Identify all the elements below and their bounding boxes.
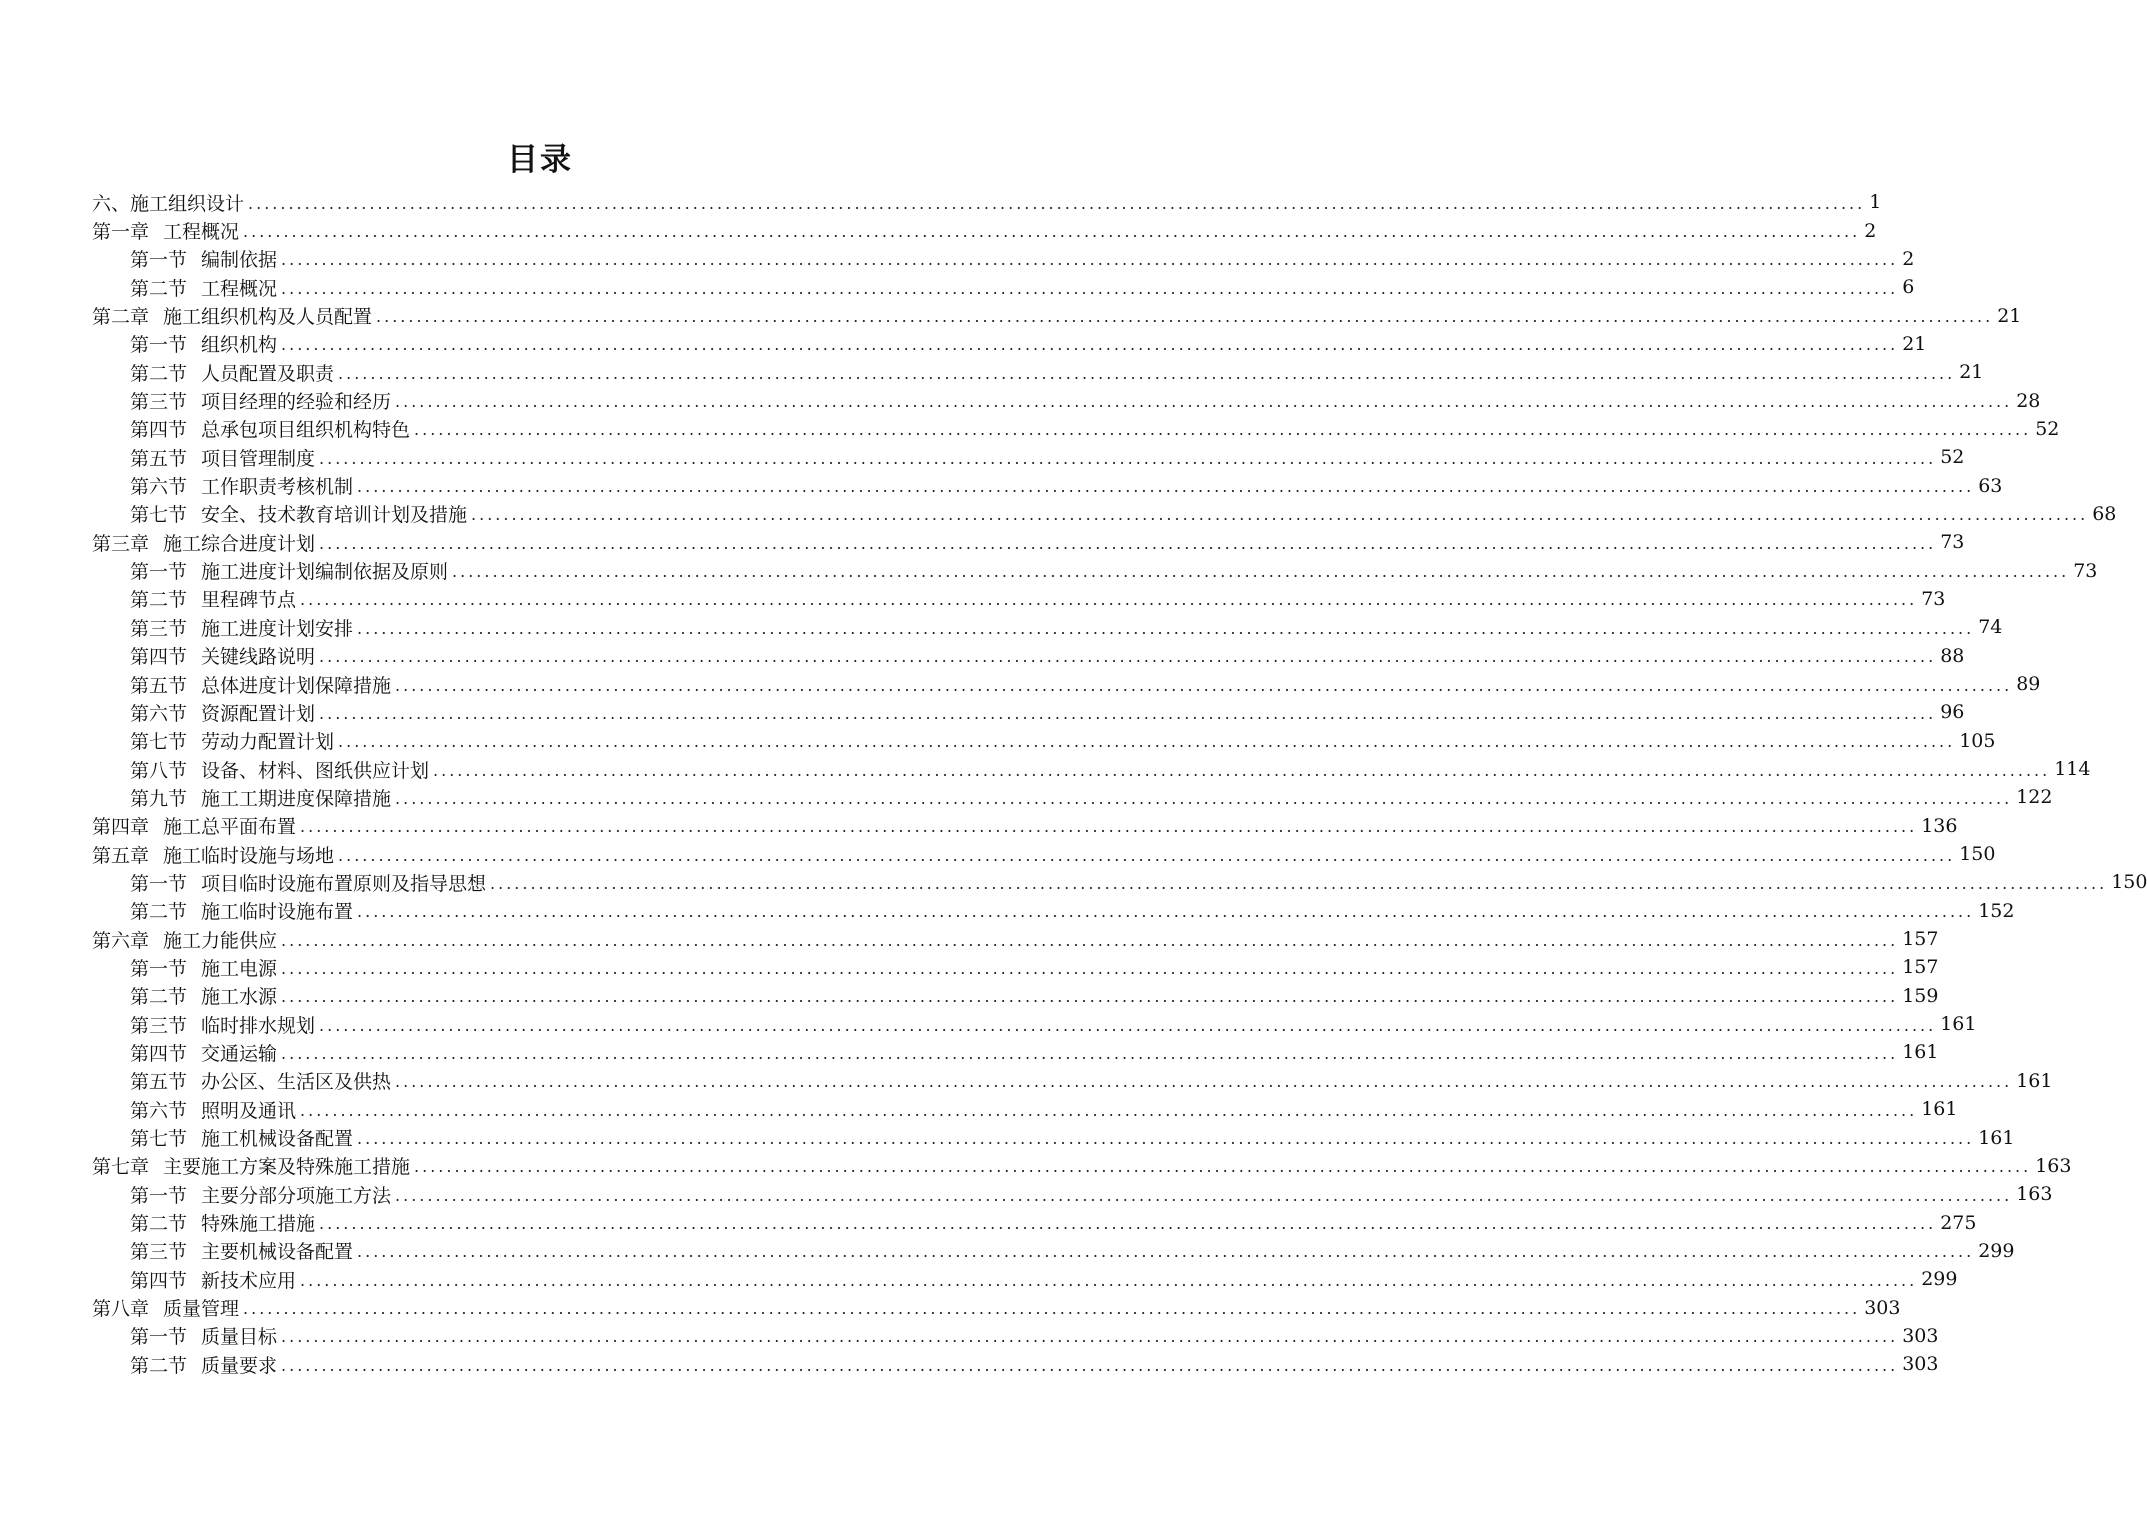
toc-page-number: 68 (2092, 502, 2117, 525)
toc-entry-label (130, 756, 429, 783)
toc-entry-number: 第六节 (130, 702, 188, 725)
toc-entry-label (130, 1067, 391, 1094)
toc-entry-text: 主要分部分项施工方法 (201, 1184, 392, 1207)
toc-page-number: 161 (1940, 1013, 1977, 1036)
toc-entry-label (130, 387, 391, 414)
toc-entry-text: 施工组织设计 (130, 192, 245, 215)
toc-page-number: 6 (1902, 276, 1915, 299)
toc-entry-label (130, 1096, 296, 1123)
toc-page-number: 157 (1902, 928, 1939, 951)
toc-entry-label (92, 812, 296, 839)
toc-dot-leader: ........................................................................................................................................................................................................ (357, 618, 1975, 638)
toc-entry-text: 工程概况 (163, 221, 240, 244)
toc-page-number: 73 (2073, 559, 2098, 582)
toc-page-number: 52 (1940, 446, 1965, 469)
toc-entry-text: 施工电源 (201, 957, 278, 980)
toc-entry-label (130, 330, 277, 357)
toc-entry-label (92, 1294, 239, 1321)
toc-entry-label (130, 784, 391, 811)
toc-dot-leader: ........................................................................................................................................................................................................ (300, 1270, 1918, 1290)
toc-entry-section[interactable] (92, 273, 1915, 301)
toc-entry-section[interactable] (92, 1095, 1958, 1123)
toc-entry-section[interactable] (92, 471, 2003, 499)
toc-entry-chapter[interactable] (92, 1152, 2072, 1180)
toc-page-number: 28 (2016, 389, 2041, 412)
toc-dot-leader: ........................................................................................................................................................................................................ (395, 1185, 2013, 1205)
toc-entry-text: 主要机械设备配置 (201, 1241, 354, 1264)
toc-dot-leader: ........................................................................................................................................................................................................ (357, 1129, 1975, 1149)
toc-entry-text: 施工工期进度保障措施 (201, 787, 392, 810)
toc-entry-number: 第二节 (130, 362, 188, 385)
toc-dot-leader: ........................................................................................................................................................................................................ (281, 1355, 1899, 1375)
toc-page-number: 88 (1940, 644, 1965, 667)
toc-dot-leader: ........................................................................................................................................................................................................ (300, 1100, 1918, 1120)
toc-entry-label (92, 217, 239, 244)
toc-entry-label (130, 274, 277, 301)
toc-dot-leader: ........................................................................................................................................................................................................ (319, 1214, 1937, 1234)
toc-entry-section[interactable] (92, 585, 1946, 613)
toc-entry-section[interactable] (92, 642, 1965, 670)
toc-entry-label (92, 926, 277, 953)
toc-entry-number: 第二节 (130, 589, 188, 612)
toc-entry-number: 第七节 (130, 1128, 188, 1151)
toc-page-number: 159 (1902, 984, 1939, 1007)
toc-entry-label (130, 671, 391, 698)
toc-dot-leader: ........................................................................................................................................................................................................ (281, 1327, 1899, 1347)
toc-entry-section[interactable] (92, 783, 2053, 811)
toc-entry-number: 第四节 (130, 1042, 188, 1065)
toc-entry-label (130, 614, 353, 641)
toc-dot-leader: ........................................................................................................................................................................................................ (248, 193, 1866, 213)
toc-page-number: 96 (1940, 701, 1965, 724)
toc-entry-text: 总承包项目组织机构特色 (201, 419, 411, 442)
toc-entry-label (92, 302, 372, 329)
toc-dot-leader: ........................................................................................................................................................................................................ (490, 873, 2108, 893)
toc-page-number: 163 (2035, 1154, 2072, 1177)
toc-entry-section[interactable] (92, 698, 1965, 726)
toc-entry-number: 第一节 (130, 957, 188, 980)
toc-entry-text: 关键线路说明 (201, 646, 316, 669)
toc-page-number: 73 (1940, 531, 1965, 554)
toc-entry-text: 施工机械设备配置 (201, 1128, 354, 1151)
toc-entry-number: 第七章 (92, 1156, 150, 1179)
toc-page-number: 161 (1921, 1098, 1958, 1121)
toc-entry-label (130, 1209, 315, 1236)
toc-dot-leader: ........................................................................................................................................................................................................ (357, 902, 1975, 922)
toc-entry-text: 设备、材料、图纸供应计划 (201, 759, 430, 782)
toc-entry-label (130, 557, 448, 584)
toc-entry-label (130, 500, 467, 527)
toc-page-number: 21 (1959, 361, 1984, 384)
toc-entry-label (130, 727, 334, 754)
toc-dot-leader: ........................................................................................................................................................................................................ (281, 278, 1899, 298)
toc-entry-label (130, 1266, 296, 1293)
toc-dot-leader: ........................................................................................................................................................................................................ (281, 987, 1899, 1007)
toc-entry-text: 办公区、生活区及供热 (201, 1071, 392, 1094)
toc-entry-chapter[interactable] (92, 528, 1965, 556)
toc-dot-leader: ........................................................................................................................................................................................................ (395, 1072, 2013, 1092)
toc-page-number: 74 (1978, 616, 2003, 639)
toc-entry-text: 质量目标 (201, 1326, 278, 1349)
toc-page-number: 105 (1959, 729, 1996, 752)
toc-dot-leader: ........................................................................................................................................................................................................ (395, 392, 2013, 412)
toc-dot-leader: ........................................................................................................................................................................................................ (376, 307, 1994, 327)
toc-entry-label (130, 1124, 353, 1151)
toc-entry-label (130, 1237, 353, 1264)
toc-dot-leader: ........................................................................................................................................................................................................ (281, 335, 1899, 355)
toc-entry-number: 第四节 (130, 646, 188, 669)
toc-entry-section[interactable] (92, 1180, 2053, 1208)
toc-entry-text: 里程碑节点 (201, 589, 297, 612)
toc-entry-section[interactable] (92, 1038, 1939, 1066)
toc-entry-text: 工程概况 (201, 277, 278, 300)
toc-page-number: 150 (1959, 843, 1996, 866)
toc-entry-number: 第二节 (130, 901, 188, 924)
toc-dot-leader: ........................................................................................................................................................................................................ (357, 1242, 1975, 1262)
toc-entry-number: 第四章 (92, 816, 150, 839)
toc-entry-text: 项目管理制度 (201, 447, 316, 470)
toc-entry-label (130, 1011, 315, 1038)
toc-entry-label (130, 897, 353, 924)
toc-page-number: 2 (1864, 219, 1877, 242)
toc-entry-number: 第四节 (130, 419, 188, 442)
toc-entry-section[interactable] (92, 727, 1996, 755)
toc-entry-chapter[interactable] (92, 188, 1882, 216)
toc-entry-section[interactable] (92, 386, 2041, 414)
toc-dot-leader: ........................................................................................................................................................................................................ (338, 845, 1956, 865)
toc-entry-text: 质量要求 (201, 1354, 278, 1377)
toc-entry-number: 第三节 (130, 391, 188, 414)
toc-page-number: 303 (1864, 1296, 1901, 1319)
toc-dot-leader: ........................................................................................................................................................................................................ (281, 1043, 1899, 1063)
toc-entry-number: 第三节 (130, 1014, 188, 1037)
toc-entry-label (130, 472, 353, 499)
toc-page-number: 21 (1997, 304, 2022, 327)
toc-dot-leader: ........................................................................................................................................................................................................ (395, 788, 2013, 808)
toc-entry-text: 施工力能供应 (163, 929, 278, 952)
toc-entry-number: 第一节 (130, 1184, 188, 1207)
toc-entry-number: 第七节 (130, 504, 188, 527)
toc-entry-label (92, 189, 244, 216)
toc-entry-number: 第六节 (130, 476, 188, 499)
toc-entry-section[interactable] (92, 1208, 1977, 1236)
toc-dot-leader: ........................................................................................................................................................................................................ (319, 533, 1937, 553)
toc-page-number: 63 (1978, 474, 2003, 497)
toc-entry-label (130, 1181, 391, 1208)
toc-page-number: 136 (1921, 814, 1958, 837)
toc-entry-chapter[interactable] (92, 301, 2022, 329)
toc-entry-text: 临时排水规划 (201, 1014, 316, 1037)
toc-entry-chapter[interactable] (92, 840, 1996, 868)
toc-entry-text: 人员配置及职责 (201, 362, 335, 385)
toc-entry-label (130, 869, 486, 896)
toc-entry-label (130, 642, 315, 669)
toc-entry-number: 第一节 (130, 1326, 188, 1349)
toc-entry-section[interactable] (92, 1322, 1939, 1350)
toc-entry-number: 第五章 (92, 844, 150, 867)
toc-entry-label (130, 1351, 277, 1378)
toc-entry-number: 第五节 (130, 1071, 188, 1094)
toc-page-number: 1 (1869, 191, 1882, 214)
toc-entry-text: 质量管理 (163, 1298, 240, 1321)
toc-entry-section[interactable] (92, 1123, 2015, 1151)
toc-dot-leader: ........................................................................................................................................................................................................ (300, 817, 1918, 837)
toc-entry-text: 施工临时设施布置 (201, 901, 354, 924)
toc-entry-number: 第八章 (92, 1298, 150, 1321)
toc-dot-leader: ........................................................................................................................................................................................................ (281, 958, 1899, 978)
toc-entry-text: 施工进度计划安排 (201, 617, 354, 640)
toc-entry-label (130, 585, 296, 612)
toc-entry-label (130, 1322, 277, 1349)
toc-entry-number: 第三章 (92, 532, 150, 555)
toc-page-number: 152 (1978, 899, 2015, 922)
toc-entry-number: 第一节 (130, 872, 188, 895)
toc-entry-text: 照明及通讯 (201, 1099, 297, 1122)
toc-page-number: 157 (1902, 956, 1939, 979)
toc-dot-leader: ........................................................................................................................................................................................................ (281, 930, 1899, 950)
toc-entry-number: 第五节 (130, 674, 188, 697)
toc-entry-section[interactable] (92, 953, 1939, 981)
toc-entry-number: 第五节 (130, 447, 188, 470)
toc-entry-text: 劳动力配置计划 (201, 731, 335, 754)
toc-entry-section[interactable] (92, 613, 2003, 641)
toc-page-number: 73 (1921, 587, 1946, 610)
toc-entry-number: 第九节 (130, 787, 188, 810)
toc-dot-leader: ........................................................................................................................................................................................................ (243, 1299, 1861, 1319)
toc-dot-leader: ........................................................................................................................................................................................................ (319, 448, 1937, 468)
toc-entry-section[interactable] (92, 1010, 1977, 1038)
toc-entry-section[interactable] (92, 868, 2147, 896)
toc-entry-number: 第二节 (130, 1354, 188, 1377)
toc-entry-number: 第一节 (130, 334, 188, 357)
toc-entry-text: 资源配置计划 (201, 702, 316, 725)
toc-entry-text: 项目临时设施布置原则及指导思想 (201, 872, 487, 895)
toc-entry-text: 施工进度计划编制依据及原则 (201, 561, 449, 584)
toc-entry-label (130, 444, 315, 471)
toc-entry-text: 施工临时设施与场地 (163, 844, 335, 867)
toc-entry-number: 第一章 (92, 221, 150, 244)
toc-dot-leader: ........................................................................................................................................................................................................ (338, 732, 1956, 752)
toc-entry-number: 六、 (92, 192, 131, 215)
toc-entry-label (130, 982, 277, 1009)
toc-entry-number: 第一节 (130, 249, 188, 272)
toc-page-number: 299 (1978, 1239, 2015, 1262)
toc-entry-section[interactable] (92, 330, 1927, 358)
toc-page-number: 2 (1902, 247, 1915, 270)
toc-entry-text: 施工总平面布置 (163, 816, 297, 839)
toc-entry-section[interactable] (92, 1265, 1958, 1293)
toc-entry-label (130, 954, 277, 981)
toc-page-number: 150 (2111, 871, 2147, 894)
toc-entry-number: 第七节 (130, 731, 188, 754)
toc-list (92, 188, 2147, 1378)
toc-page-number: 161 (1978, 1126, 2015, 1149)
toc-page-number: 122 (2016, 786, 2053, 809)
toc-dot-leader: ........................................................................................................................................................................................................ (395, 675, 2013, 695)
toc-page-number: 114 (2054, 758, 2091, 781)
toc-dot-leader: ........................................................................................................................................................................................................ (319, 647, 1937, 667)
toc-entry-section[interactable] (92, 982, 1939, 1010)
toc-entry-number: 第三节 (130, 1241, 188, 1264)
toc-entry-text: 总体进度计划保障措施 (201, 674, 392, 697)
toc-page-number: 303 (1902, 1324, 1939, 1347)
toc-entry-label (130, 699, 315, 726)
toc-entry-label (130, 1039, 277, 1066)
toc-page-number: 161 (2016, 1069, 2053, 1092)
toc-page-number: 303 (1902, 1353, 1939, 1376)
toc-entry-label (92, 529, 315, 556)
toc-entry-text: 新技术应用 (201, 1269, 297, 1292)
toc-entry-section[interactable] (92, 897, 2015, 925)
toc-entry-number: 第二节 (130, 986, 188, 1009)
toc-entry-label (130, 415, 410, 442)
toc-entry-section[interactable] (92, 1067, 2053, 1095)
toc-entry-number: 第二章 (92, 306, 150, 329)
toc-entry-chapter[interactable] (92, 812, 1958, 840)
toc-dot-leader: ........................................................................................................................................................................................................ (338, 363, 1956, 383)
toc-entry-text: 施工水源 (201, 986, 278, 1009)
toc-entry-section[interactable] (92, 443, 1965, 471)
toc-entry-number: 第四节 (130, 1269, 188, 1292)
toc-entry-section[interactable] (92, 556, 2098, 584)
toc-entry-section[interactable] (92, 755, 2091, 783)
toc-entry-section[interactable] (92, 500, 2117, 528)
toc-entry-section[interactable] (92, 1237, 2015, 1265)
toc-page-number: 161 (1902, 1041, 1939, 1064)
toc-entry-text: 主要施工方案及特殊施工措施 (163, 1156, 411, 1179)
toc-entry-number: 第六节 (130, 1099, 188, 1122)
toc-dot-leader: ........................................................................................................................................................................................................ (452, 562, 2070, 582)
toc-entry-label (130, 245, 277, 272)
toc-entry-section[interactable] (92, 245, 1915, 273)
toc-dot-leader: ........................................................................................................................................................................................................ (243, 222, 1861, 242)
toc-page-number: 89 (2016, 673, 2041, 696)
toc-page-number: 163 (2016, 1183, 2053, 1206)
toc-entry-number: 第八节 (130, 759, 188, 782)
toc-entry-label (92, 1152, 410, 1179)
toc-dot-leader: ........................................................................................................................................................................................................ (319, 1015, 1937, 1035)
toc-dot-leader: ........................................................................................................................................................................................................ (414, 1157, 2032, 1177)
toc-dot-leader: ........................................................................................................................................................................................................ (319, 703, 1937, 723)
toc-entry-number: 第二节 (130, 277, 188, 300)
toc-dot-leader: ........................................................................................................................................................................................................ (471, 505, 2089, 525)
toc-entry-label (92, 841, 334, 868)
toc-entry-section[interactable] (92, 358, 1984, 386)
toc-entry-number: 第一节 (130, 561, 188, 584)
toc-page-number: 21 (1902, 332, 1927, 355)
toc-entry-section[interactable] (92, 670, 2041, 698)
toc-entry-number: 第二节 (130, 1213, 188, 1236)
toc-dot-leader: ........................................................................................................................................................................................................ (357, 477, 1975, 497)
toc-entry-chapter[interactable] (92, 925, 1939, 953)
toc-entry-label (130, 359, 334, 386)
toc-entry-text: 项目经理的经验和经历 (201, 391, 392, 414)
toc-page-number: 299 (1921, 1268, 1958, 1291)
toc-entry-text: 交通运输 (201, 1042, 278, 1065)
toc-entry-text: 特殊施工措施 (201, 1213, 316, 1236)
toc-entry-text: 施工组织机构及人员配置 (163, 306, 373, 329)
toc-entry-section[interactable] (92, 1350, 1939, 1378)
toc-entry-text: 工作职责考核机制 (201, 476, 354, 499)
toc-entry-number: 第六章 (92, 929, 150, 952)
toc-entry-text: 编制依据 (201, 249, 278, 272)
toc-dot-leader: ........................................................................................................................................................................................................ (300, 590, 1918, 610)
toc-title: 目录 (507, 142, 573, 178)
toc-dot-leader: ........................................................................................................................................................................................................ (414, 420, 2032, 440)
toc-entry-text: 施工综合进度计划 (163, 532, 316, 555)
toc-page-number: 52 (2035, 417, 2060, 440)
toc-entry-chapter[interactable] (92, 1293, 1901, 1321)
toc-entry-text: 组织机构 (201, 334, 278, 357)
toc-page-number: 275 (1940, 1211, 1977, 1234)
toc-entry-number: 第三节 (130, 617, 188, 640)
toc-dot-leader: ........................................................................................................................................................................................................ (281, 250, 1899, 270)
toc-entry-section[interactable] (92, 415, 2060, 443)
toc-dot-leader: ........................................................................................................................................................................................................ (433, 760, 2051, 780)
toc-entry-chapter[interactable] (92, 216, 1877, 244)
toc-entry-text: 安全、技术教育培训计划及措施 (201, 504, 468, 527)
